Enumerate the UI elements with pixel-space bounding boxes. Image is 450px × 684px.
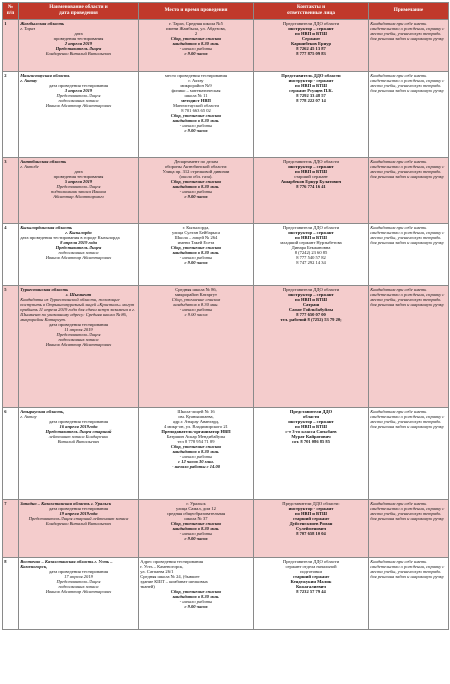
region-line: Жамбылская область <box>20 20 65 26</box>
place-line: Сбор, уточнение списков <box>171 296 221 302</box>
place-line: (около обл. газа). <box>179 173 213 179</box>
place-line: г. Уральск <box>186 500 206 506</box>
place-line: - начало работы <box>179 254 213 260</box>
contacts-line: Представители ДДО области <box>282 558 340 564</box>
contacts-line: 8 776 774 16 41 <box>296 183 326 189</box>
region-line: Восточно – Казахстанская область г. Усть – Каменогорск, <box>20 558 113 569</box>
contacts-line: 8 7262 45 13 87 <box>296 45 326 51</box>
region-line: дата <box>74 168 83 174</box>
place-line: г. Усть – Каменогорск, <box>140 563 184 569</box>
cell-region <box>19 408 139 500</box>
place-line: Батршин Аскар Мендибайулы <box>166 433 226 439</box>
contacts-line: инструктор – сержант <box>288 25 334 31</box>
place-line: методист НВП <box>181 97 211 103</box>
header-place: Место и время проведения <box>139 3 254 20</box>
place-line: с 9.00 часов <box>184 311 208 317</box>
header-region: Наименование области и дата проведения <box>19 3 139 20</box>
row-number: 5 <box>3 286 19 408</box>
contacts-line: сот. 8 701 086 85 85 <box>292 438 330 444</box>
contacts-line: Сержант <box>301 35 321 41</box>
place-line: улица Самал, дом 12 <box>176 505 216 511</box>
region-line: Иванов Абсаттар Абсаттарович <box>45 102 112 108</box>
place-line: - начало работы <box>179 45 213 51</box>
table-row <box>3 158 449 224</box>
place-line: имени Жамбыла, ул. Абдезова, <box>166 25 226 31</box>
contacts-line: инструктор – сержант <box>288 229 334 235</box>
contacts-line: по НВП и ВТШ <box>294 168 328 174</box>
region-line: дата проведения тестирования <box>48 418 109 424</box>
contacts-line: старший сержант <box>292 573 330 579</box>
cell-region <box>19 20 139 72</box>
contacts-line: 8 777 540 57 82 <box>296 254 326 260</box>
place-line: с 9.00 часов <box>184 535 208 541</box>
contacts-line: подготовки <box>300 568 322 574</box>
table-row <box>3 224 449 286</box>
place-line: г. Актау <box>188 77 204 83</box>
cell-contacts <box>254 224 369 286</box>
place-line: г. Кызылорда, <box>182 224 210 230</box>
table-body <box>3 20 449 630</box>
place-line: здание КШТ – комбинат шелковых <box>140 578 208 584</box>
region-line: Абсаттар Абсаттарович <box>53 193 104 199</box>
cell-contacts <box>254 158 369 224</box>
region-line: подполковник запаса Иванов <box>50 188 107 194</box>
region-line: Бондаренко Виталий Витальевич <box>45 50 112 56</box>
place-line: Преподаватель-организатор НВП <box>161 428 231 434</box>
place-line: микрорайон №9 <box>180 82 212 88</box>
cell-place <box>139 72 254 158</box>
contacts-line: инструктор – сержант <box>288 418 334 424</box>
place-line: кандидатов в 8.30 мин. <box>172 117 220 123</box>
contacts-line: 8 747 292 14 34 <box>296 259 326 265</box>
contacts-line: сержант отдела начальной <box>285 563 337 569</box>
cell-region <box>19 286 139 408</box>
place-line: г. Тараз, Средняя школа №5 <box>169 20 223 26</box>
contacts-line: Представители ДДО области <box>282 224 340 230</box>
place-line: с 9.00 часов <box>184 50 208 56</box>
place-line: - начало работы <box>179 122 213 128</box>
region-line: Представитель Лицея <box>56 578 101 584</box>
contacts-line: младший сержант Нурзыбетова <box>280 239 342 245</box>
contacts-line: инструктор - сержант <box>288 505 334 511</box>
place-line: ул. Сатпаева 26/1 <box>140 568 174 574</box>
cell-place <box>139 558 254 630</box>
region-line: г. Актобе <box>20 163 39 169</box>
contacts-line: 8 (7242) 23 60 85 <box>294 249 328 255</box>
row-number: 2 <box>3 72 19 158</box>
contacts-line: Кендежукин Малик <box>290 578 332 584</box>
region-line: г. Актау <box>20 413 37 419</box>
row-number: 3 <box>3 158 19 224</box>
cell-region <box>19 72 139 158</box>
place-line: Сбор, уточнение списков <box>170 244 222 250</box>
cell-place <box>139 158 254 224</box>
place-line: средняя общеобразовательная <box>166 510 226 516</box>
contacts-line: Представители ДДО области: <box>282 500 340 506</box>
region-line: г. Тараз <box>20 25 36 31</box>
place-line: кандидатов в 8.30 мин. <box>172 448 220 454</box>
region-line: 16 апреля 2019года <box>59 423 98 429</box>
place-line: Средняя школа № 86, <box>175 286 217 292</box>
contacts-line: по НВП и ВТШ <box>294 296 328 302</box>
contacts-line: Дуйсенгалиев Роман <box>289 520 333 526</box>
contacts-line: по НВП и ВТШ <box>294 423 328 429</box>
region-line: 17 апреля 2019 <box>64 573 93 579</box>
cell-note: Кандидатам при себе иметь свидетельство о рождении, справку с места учебы, ученическую тетрадь для решения задач и шариковую ручку <box>369 286 449 408</box>
region-line: Атырауская область, <box>20 408 65 414</box>
contacts-line: Представитель ДДО области <box>283 158 339 164</box>
region-line: дата проведения тестирования <box>48 505 109 511</box>
cell-contacts <box>254 558 369 630</box>
place-line: с 9.00 часов <box>184 128 208 134</box>
place-line: место проведения тестирования <box>164 72 228 78</box>
region-line: Мангистауская область <box>20 72 70 78</box>
place-line: школа № 11 <box>184 92 208 98</box>
place-line: - начало работы с 14.00 <box>171 464 221 470</box>
contacts-line: Сатраш <box>302 301 320 307</box>
place-line: имени Такей Есета <box>177 239 215 245</box>
contacts-line: 8 7292 33 48 57 <box>296 92 326 98</box>
region-line: Иванов Абсаттар Абсаттарович <box>45 254 112 260</box>
region-line: г. Кызылорда <box>65 229 92 235</box>
contacts-line: 8 777 650 07 00 <box>296 311 326 317</box>
cell-note: Кандидатам при себе иметь свидетельство о рождении, справку с места учебы, ученическую тетрадь для решения задач и шариковую ручку <box>369 72 449 158</box>
cell-region <box>19 224 139 286</box>
contacts-line: инструктор - сержант <box>288 77 334 83</box>
region-line: проведения тестирования <box>53 173 104 179</box>
table-row <box>3 72 449 158</box>
cell-contacts <box>254 20 369 72</box>
place-line: тел 8 778 954 71 89 <box>177 438 215 444</box>
contacts-line: Представители ДДО области <box>282 20 340 26</box>
cell-contacts <box>254 286 369 408</box>
contacts-line: 8 777 875 09 83 <box>296 50 326 56</box>
place-line: кандидатов в 8.30 мин. <box>172 40 220 46</box>
contacts-line: по НВП и ВТШ <box>294 510 328 516</box>
region-line: г. Шымкент <box>65 291 92 297</box>
cell-contacts <box>254 72 369 158</box>
cell-note: Кандидатам при себе иметь свидетельство о рождении, справку с места учебы, ученическую тетрадь для решения задач и шариковую ручку <box>369 408 449 500</box>
row-number: 4 <box>3 224 19 286</box>
contacts-line: старший сержант <box>292 515 330 521</box>
place-line: 4 микр-он, ул. Владимирского 21 <box>164 423 228 429</box>
region-line: Кызылординская область <box>20 224 73 230</box>
region-line: подполковник запаса <box>58 336 99 342</box>
place-line: Школа-лицей № 16 <box>177 408 215 414</box>
contacts-line: 8 778 222 07 14 <box>296 97 326 103</box>
place-line: - начало работы <box>179 306 213 312</box>
region-line: Актюбинская область <box>20 158 67 164</box>
contacts-line: Сулейменович <box>295 525 327 531</box>
region-line: 3 апреля 2019 <box>64 87 93 93</box>
region-line: подполковник запаса <box>58 583 99 589</box>
place-line: - начало работы <box>179 530 213 536</box>
contacts-line: Динара Бекжановна <box>291 244 331 250</box>
place-line: физико – математическая <box>171 87 221 93</box>
cell-note: Кандидатам при себе иметь свидетельство о рождении, справку с места учебы, ученическую тетрадь для решения задач и шариковую ручку <box>369 500 449 558</box>
place-line: кандидатов в 8.30 мин. <box>172 249 220 255</box>
place-line: с 9.00 часов <box>184 193 208 199</box>
place-line: Сбор, уточнение списков <box>170 112 222 118</box>
cell-note: Кандидатам при себе иметь свидетельство о рождении, справку с места учебы, ученическую тетрадь для решения задач и шариковую ручку <box>369 558 449 630</box>
region-line: дата <box>74 30 83 36</box>
place-line: улица Султан Бейбарыса <box>171 229 221 235</box>
region-line: Представитель Лицея <box>56 331 101 337</box>
place-line: Сбор, уточнение списков <box>170 35 222 41</box>
place-line: - начало работы <box>179 598 213 604</box>
place-line: тканей) <box>140 583 155 589</box>
row-number: 8 <box>3 558 19 630</box>
contacts-line: с-т 3-го класса Сатыбаев <box>285 428 337 434</box>
place-line: микрорайон Катаргут <box>175 291 217 297</box>
region-line: Представитель Лицея <box>55 244 102 250</box>
region-line: проведения тестирования <box>53 35 104 41</box>
place-line: Школа – лицей № 264 <box>174 234 218 240</box>
region-line: Иванов Абсаттар Абсаттарович <box>45 342 112 348</box>
region-line: Представитель Лицея <box>56 92 101 98</box>
contacts-line: Каршибеков Ернур <box>290 40 332 46</box>
region-line: дата проведения тестирования <box>48 321 109 327</box>
cell-place <box>139 286 254 408</box>
place-line: им. Куанышпаева, <box>178 413 214 419</box>
region-line: Кандидаты из Туркестанской области, желающие поступить в Отрышенпуразный лицей «Кристаль» могут прибыть 11 апреля 2019 года для сдачи вступ экзамена в г. Шымкент по указанному адресу: Средняя школа № 86, микрорайон Катаргут. <box>20 296 135 322</box>
region-line: подполковник запаса <box>58 97 99 103</box>
cell-region <box>19 500 139 558</box>
row-number: 1 <box>3 20 19 72</box>
contacts-line: 8 707 658 10 04 <box>296 530 326 536</box>
contacts-line: по НВП и ВТШ <box>294 30 328 36</box>
region-line: Виталий Витальевич <box>57 438 100 444</box>
table-row <box>3 286 449 408</box>
contacts-line: 8 7232 57 79 44 <box>296 588 326 594</box>
cell-region <box>19 158 139 224</box>
place-line: школа № 37 <box>184 515 208 521</box>
cell-contacts <box>254 408 369 500</box>
contacts-line: сержант Рсущев П.К. <box>289 87 333 93</box>
place-line: кандидатов в 8.30 мин. <box>172 183 220 189</box>
table-row <box>3 20 449 72</box>
place-line: - начало работы <box>179 188 213 194</box>
region-line: дата проведения тестирования <box>48 82 109 88</box>
region-line: Туркестанская область <box>20 286 69 292</box>
region-line: 2 апреля 2019 <box>64 40 93 46</box>
header-note: Примечание <box>369 3 449 20</box>
cell-place <box>139 500 254 558</box>
place-line: кандидатов в 8.30 мин. <box>172 525 220 531</box>
place-line: - начало работы <box>179 453 213 459</box>
place-line: кандидатов в 8.30 мин. <box>173 301 219 307</box>
cell-region <box>19 558 139 630</box>
region-line: Представитель Лицея старший <box>45 428 112 434</box>
contacts-line: Кожагалиевич <box>295 583 326 589</box>
place-line: Сбор, уточнение списков <box>170 443 222 449</box>
place-line: Департамент по делам <box>174 158 218 164</box>
contacts-line: Представители ДДО области <box>282 286 340 292</box>
schedule-table <box>2 2 449 630</box>
row-number: 6 <box>3 408 19 500</box>
region-line: 19 апреля 2019года <box>59 510 98 516</box>
table-row <box>3 500 449 558</box>
region-line: Представитель Лицея старший лейтенант запаса Бондаренко Виталий Витальевич <box>28 515 129 526</box>
contacts-line: инструктор – сержант <box>288 163 334 169</box>
place-line: Сбор, уточнение списков <box>170 520 222 526</box>
region-line: г. Актау <box>20 77 38 83</box>
place-line: Адрес проведения тестирования <box>140 558 203 564</box>
place-line: с 12 часов 30 мин. <box>178 458 214 464</box>
region-line: лейтенант запаса Бондаренко <box>48 433 109 439</box>
contacts-line: Самат Гойльбабуйлы <box>288 306 334 312</box>
region-line: Иванов Абсаттар Абсаттарович <box>45 588 112 594</box>
cell-place <box>139 20 254 72</box>
place-line: адр.г. Атырау Авангард, <box>172 418 220 424</box>
contacts-line: по НВП и ВТШ <box>294 234 328 240</box>
place-line: с 9.00 часов <box>184 603 208 609</box>
cell-note: Кандидатам при себе иметь свидетельство о рождении, справку с места учебы, ученическую тетрадь для решения задач и шариковую ручку <box>369 20 449 72</box>
cell-place <box>139 408 254 500</box>
contacts-line: тел. рабочий 8 (7252) 53 79 20; <box>280 316 342 322</box>
table-row <box>3 558 449 630</box>
table-header <box>3 3 449 20</box>
place-line: обороны Актюбинской области: <box>164 163 228 169</box>
table-row <box>3 408 449 500</box>
cell-note: Кандидатам при себе иметь свидетельство о рождении, справку с места учебы, ученическую тетрадь для решения задач и шариковую ручку <box>369 158 449 224</box>
row-number: 7 <box>3 500 19 558</box>
region-line: 5 апреля 2019 <box>64 178 93 184</box>
region-line: 11 апреля 2019 <box>64 326 93 332</box>
contacts-line: по НВП и ВТШ <box>294 82 328 88</box>
header-num: № п/п <box>3 3 19 20</box>
region-line: Западно – Казахстанская область г. Уральск <box>20 500 112 506</box>
region-line: 8 апреля 2019 года <box>60 239 97 245</box>
header-contacts: Контакты и ответственные лица <box>254 3 369 20</box>
place-line: 8 701 663 65 02 <box>181 107 211 113</box>
region-line: дата проведения тестирования в городе Кызылорда <box>20 234 120 240</box>
contacts-line: Представитель ДДО области <box>281 72 341 78</box>
place-line: Сбор, уточнение списков <box>170 588 222 594</box>
region-line: Представитель Лицея <box>55 45 102 51</box>
place-line: с 9.00 часов <box>184 259 208 265</box>
place-line: Мангистауской области <box>173 102 219 108</box>
region-line: Представитель Лицея <box>56 183 101 189</box>
contacts-line: старший сержант <box>294 173 328 179</box>
place-line: Улица пр. 312 стрелковой дивизии <box>162 168 230 174</box>
region-line: дата проведения тестирования <box>48 568 109 574</box>
contacts-line: инструктор – сержант <box>288 291 334 297</box>
contacts-line: Ашарбеков Ернур Булатович <box>280 178 342 184</box>
place-line: Сбор, уточнение списков <box>170 178 222 184</box>
region-line: подполковник запаса <box>58 249 99 255</box>
place-line: 2 <box>194 30 198 36</box>
contacts-line: Мурат Кайратович <box>291 433 331 439</box>
contacts-line: Представители ДДО <box>289 408 333 414</box>
cell-note: Кандидатам при себе иметь свидетельство о рождении, справку с места учебы, ученическую тетрадь для решения задач и шариковую ручку <box>369 224 449 286</box>
cell-contacts <box>254 500 369 558</box>
place-line: кандидатов в 8.30 мин. <box>172 593 220 599</box>
contacts-line: области <box>302 413 320 419</box>
place-line: Средняя школа № 24, (бывшее <box>140 573 200 579</box>
cell-place <box>139 224 254 286</box>
